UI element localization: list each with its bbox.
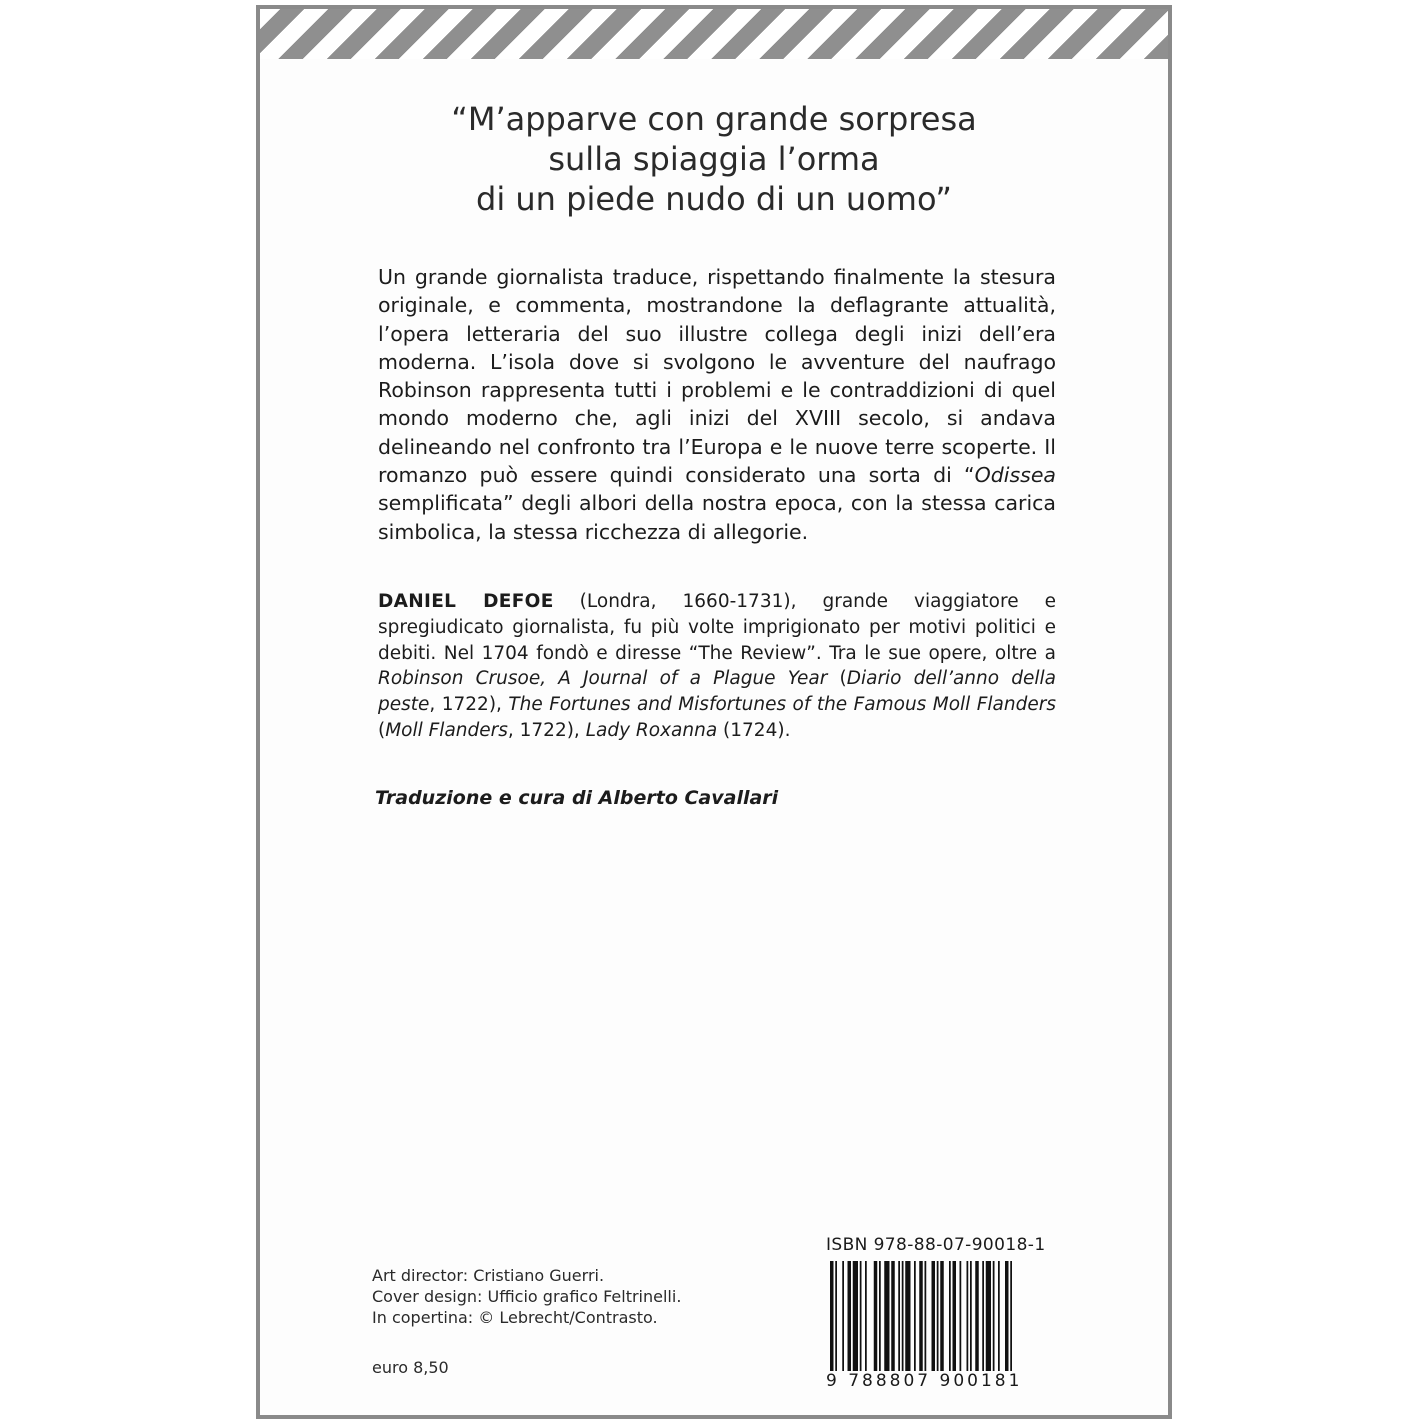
blurb-italic: Odissea: [974, 463, 1056, 488]
translation-credit: Traduzione e cura di Alberto Cavallari: [375, 787, 779, 809]
barcode-number: 9 788807 900181: [826, 1371, 1023, 1391]
bio-title: The Fortunes and Misfortunes of the Famous Moll Flanders: [508, 694, 1056, 716]
author-name: DANIEL DEFOE: [378, 591, 554, 612]
blurb-text-end: semplificata” degli albori della nostra epoca, con la stessa carica simbolica, la stessa ricchezza di allegorie.: [378, 491, 1056, 544]
quote-line: di un piede nudo di un uomo”: [476, 180, 952, 218]
barcode: [828, 1261, 1054, 1371]
striped-header-band: [260, 9, 1168, 59]
quote-line: sulla spiaggia l’orma: [548, 140, 880, 178]
price: euro 8,50: [372, 1358, 449, 1377]
isbn-label: ISBN 978-88-07-90018-1: [826, 1235, 1046, 1255]
bio-title: Robinson Crusoe, A Journal of a Plague Year: [378, 668, 828, 690]
blurb-text: Un grande giornalista traduce, rispettando finalmente la stesura originale, e commenta, mostrandone la deflagrante attualità, l’opera letteraria del suo illustre collega degli inizi dell’era moderna. L’isola dove si svolgono le avventure del naufrago Robinson rappresenta tutti i problemi e le contraddizioni di quel mondo moderno che, agli inizi del XVIII secolo, si andava delineando nel confronto tra l’Europa e le nuove terre scoperte. Il romanzo può essere quindi considerato una sorta di “: [378, 265, 1056, 488]
production-credits: [372, 1265, 681, 1328]
bio-title: Diario dell’anno della peste: [378, 668, 1056, 716]
bio-text: , 1722),: [429, 694, 509, 716]
bio-title: Moll Flanders: [385, 719, 508, 741]
bio-title: Lady Roxanna: [585, 719, 718, 741]
bio-text: (Londra, 1660-1731), grande viaggiatore e spregiudicato giornalista, fu più volte imprigionato per motivi politici e debiti. Nel 1704 fondò e diresse “The Review”. Tra le sue opere, oltre a: [378, 591, 1056, 664]
cover-photo-credit: In copertina: © Lebrecht/Contrasto.: [372, 1308, 658, 1327]
author-bio: [378, 589, 1056, 744]
bio-text: , 1722),: [507, 719, 586, 741]
blurb-paragraph: [378, 263, 1056, 546]
bio-text: (1724).: [717, 719, 791, 741]
quote-line: “M’apparve con grande sorpresa: [451, 100, 977, 138]
bio-text: (: [827, 668, 847, 690]
cover-quote: [260, 99, 1168, 219]
cover-design-credit: Cover design: Ufficio grafico Feltrinelli.: [372, 1287, 682, 1306]
back-cover: [256, 5, 1172, 1419]
art-director-credit: Art director: Cristiano Guerri.: [372, 1266, 605, 1285]
bio-text: (: [378, 719, 386, 741]
